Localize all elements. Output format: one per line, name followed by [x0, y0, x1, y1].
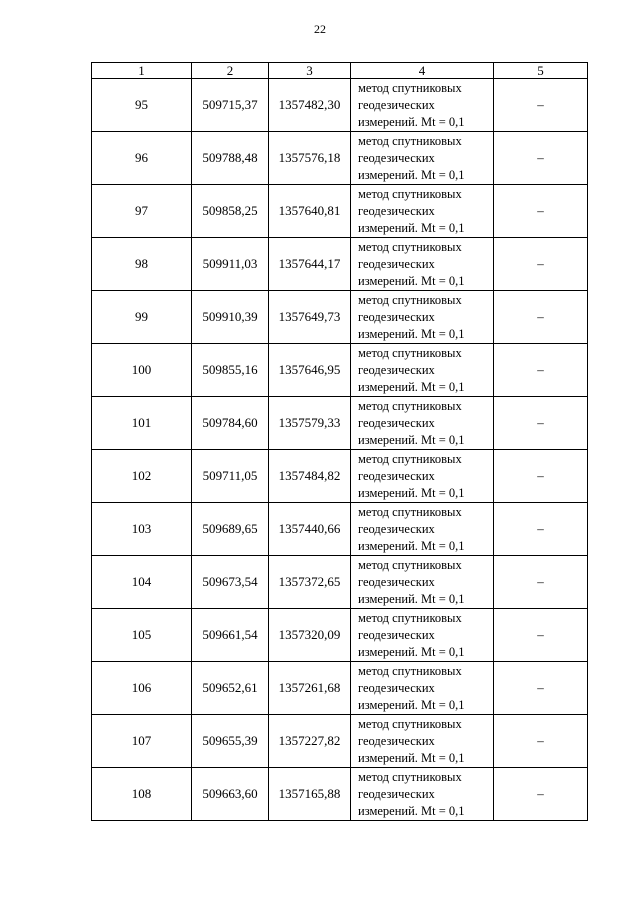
point-number-cell: 96 — [92, 132, 192, 185]
point-number-cell: 105 — [92, 609, 192, 662]
header-col-5: 5 — [494, 63, 588, 79]
y-coordinate-cell: 1357644,17 — [269, 238, 351, 291]
table-row — [92, 397, 588, 450]
y-coordinate-cell: 1357227,82 — [269, 715, 351, 768]
method-line: метод спутниковых — [358, 716, 462, 731]
method-line: измерений. Mt = 0,1 — [358, 750, 465, 765]
method-line: метод спутниковых — [358, 239, 462, 254]
method-line: метод спутниковых — [358, 398, 462, 413]
table-row — [92, 185, 588, 238]
method-line: геодезических — [358, 256, 435, 271]
y-coordinate-cell: 1357484,82 — [269, 450, 351, 503]
table-row — [92, 79, 588, 132]
x-coordinate-cell: 509689,65 — [192, 503, 269, 556]
x-coordinate-cell: 509715,37 — [192, 79, 269, 132]
method-cell — [351, 609, 494, 662]
table-row — [92, 238, 588, 291]
point-number-cell: 97 — [92, 185, 192, 238]
x-coordinate-cell: 509655,39 — [192, 715, 269, 768]
x-coordinate-cell: 509855,16 — [192, 344, 269, 397]
note-cell: – — [494, 768, 588, 821]
x-coordinate-cell: 509663,60 — [192, 768, 269, 821]
method-line: метод спутниковых — [358, 292, 462, 307]
y-coordinate-cell: 1357482,30 — [269, 79, 351, 132]
y-coordinate-cell: 1357649,73 — [269, 291, 351, 344]
point-number-cell: 102 — [92, 450, 192, 503]
note-cell: – — [494, 503, 588, 556]
method-line: метод спутниковых — [358, 610, 462, 625]
table-row — [92, 768, 588, 821]
table-row — [92, 715, 588, 768]
method-cell — [351, 503, 494, 556]
method-line: измерений. Mt = 0,1 — [358, 591, 465, 606]
method-cell — [351, 397, 494, 450]
method-cell — [351, 79, 494, 132]
table-row — [92, 662, 588, 715]
x-coordinate-cell: 509788,48 — [192, 132, 269, 185]
note-cell: – — [494, 344, 588, 397]
method-line: метод спутниковых — [358, 345, 462, 360]
note-cell: – — [494, 609, 588, 662]
point-number-cell: 104 — [92, 556, 192, 609]
table-row — [92, 132, 588, 185]
method-line: геодезических — [358, 203, 435, 218]
point-number-cell: 108 — [92, 768, 192, 821]
note-cell: – — [494, 450, 588, 503]
table-row — [92, 503, 588, 556]
method-line: измерений. Mt = 0,1 — [358, 538, 465, 553]
table-row — [92, 609, 588, 662]
x-coordinate-cell: 509910,39 — [192, 291, 269, 344]
note-cell: – — [494, 662, 588, 715]
point-number-cell: 99 — [92, 291, 192, 344]
header-col-3: 3 — [269, 63, 351, 79]
y-coordinate-cell: 1357440,66 — [269, 503, 351, 556]
table-row — [92, 291, 588, 344]
y-coordinate-cell: 1357646,95 — [269, 344, 351, 397]
method-line: измерений. Mt = 0,1 — [358, 114, 465, 129]
method-line: метод спутниковых — [358, 663, 462, 678]
point-number-cell: 107 — [92, 715, 192, 768]
y-coordinate-cell: 1357165,88 — [269, 768, 351, 821]
method-line: метод спутниковых — [358, 769, 462, 784]
method-line: метод спутниковых — [358, 557, 462, 572]
point-number-cell: 106 — [92, 662, 192, 715]
method-cell — [351, 132, 494, 185]
table-body — [92, 79, 588, 821]
method-line: измерений. Mt = 0,1 — [358, 273, 465, 288]
note-cell: – — [494, 397, 588, 450]
y-coordinate-cell: 1357579,33 — [269, 397, 351, 450]
method-line: геодезических — [358, 309, 435, 324]
note-cell: – — [494, 556, 588, 609]
method-line: геодезических — [358, 521, 435, 536]
method-cell — [351, 556, 494, 609]
method-line: измерений. Mt = 0,1 — [358, 379, 465, 394]
y-coordinate-cell: 1357640,81 — [269, 185, 351, 238]
method-line: геодезических — [358, 786, 435, 801]
x-coordinate-cell: 509652,61 — [192, 662, 269, 715]
method-cell — [351, 185, 494, 238]
y-coordinate-cell: 1357372,65 — [269, 556, 351, 609]
note-cell: – — [494, 715, 588, 768]
method-cell — [351, 291, 494, 344]
x-coordinate-cell: 509673,54 — [192, 556, 269, 609]
method-line: измерений. Mt = 0,1 — [358, 326, 465, 341]
method-cell — [351, 662, 494, 715]
table-row — [92, 556, 588, 609]
method-line: измерений. Mt = 0,1 — [358, 432, 465, 447]
table-row — [92, 450, 588, 503]
note-cell: – — [494, 79, 588, 132]
method-line: геодезических — [358, 468, 435, 483]
method-line: метод спутниковых — [358, 451, 462, 466]
method-line: измерений. Mt = 0,1 — [358, 644, 465, 659]
x-coordinate-cell: 509911,03 — [192, 238, 269, 291]
x-coordinate-cell: 509711,05 — [192, 450, 269, 503]
coordinates-table — [91, 62, 588, 821]
note-cell: – — [494, 132, 588, 185]
table-header — [92, 63, 588, 79]
method-cell — [351, 768, 494, 821]
header-row — [92, 63, 588, 79]
point-number-cell: 101 — [92, 397, 192, 450]
header-col-2: 2 — [192, 63, 269, 79]
header-col-1: 1 — [92, 63, 192, 79]
method-line: геодезических — [358, 150, 435, 165]
method-line: геодезических — [358, 362, 435, 377]
point-number-cell: 98 — [92, 238, 192, 291]
method-line: измерений. Mt = 0,1 — [358, 220, 465, 235]
table-row — [92, 344, 588, 397]
method-line: геодезических — [358, 627, 435, 642]
method-line: метод спутниковых — [358, 504, 462, 519]
method-cell — [351, 450, 494, 503]
method-line: измерений. Mt = 0,1 — [358, 803, 465, 818]
note-cell: – — [494, 291, 588, 344]
method-line: метод спутниковых — [358, 80, 462, 95]
y-coordinate-cell: 1357320,09 — [269, 609, 351, 662]
method-line: метод спутниковых — [358, 133, 462, 148]
x-coordinate-cell: 509784,60 — [192, 397, 269, 450]
method-line: измерений. Mt = 0,1 — [358, 697, 465, 712]
method-line: геодезических — [358, 415, 435, 430]
point-number-cell: 103 — [92, 503, 192, 556]
method-line: геодезических — [358, 97, 435, 112]
method-cell — [351, 238, 494, 291]
point-number-cell: 100 — [92, 344, 192, 397]
method-line: измерений. Mt = 0,1 — [358, 167, 465, 182]
method-cell — [351, 715, 494, 768]
method-cell — [351, 344, 494, 397]
method-line: геодезических — [358, 574, 435, 589]
note-cell: – — [494, 238, 588, 291]
y-coordinate-cell: 1357576,18 — [269, 132, 351, 185]
note-cell: – — [494, 185, 588, 238]
page-number: 22 — [314, 22, 326, 36]
y-coordinate-cell: 1357261,68 — [269, 662, 351, 715]
method-line: геодезических — [358, 733, 435, 748]
header-col-4: 4 — [351, 63, 494, 79]
x-coordinate-cell: 509858,25 — [192, 185, 269, 238]
x-coordinate-cell: 509661,54 — [192, 609, 269, 662]
point-number-cell: 95 — [92, 79, 192, 132]
method-line: метод спутниковых — [358, 186, 462, 201]
method-line: геодезических — [358, 680, 435, 695]
method-line: измерений. Mt = 0,1 — [358, 485, 465, 500]
